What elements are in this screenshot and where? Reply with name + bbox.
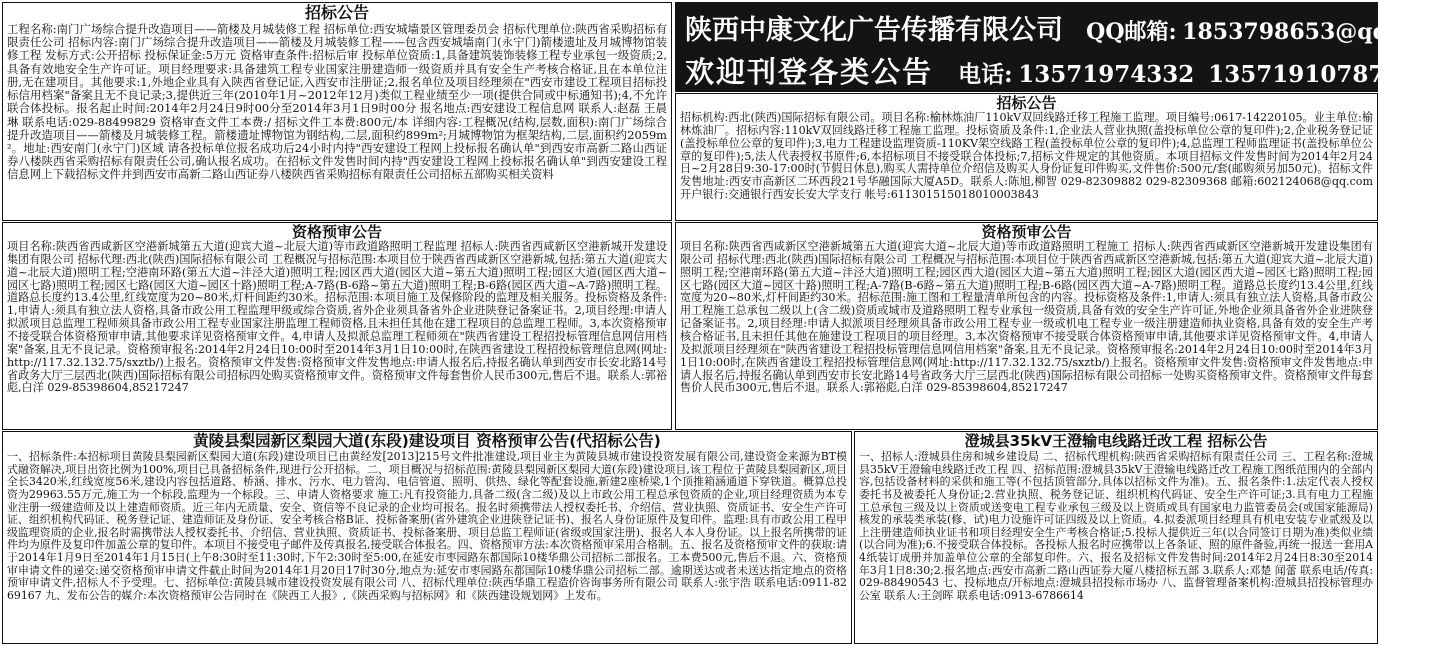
notice-title: 资格预审公告	[981, 223, 1072, 241]
phone-numbers: 13571974332 13571910787	[1018, 61, 1385, 88]
banner-slogan: 欢迎刊登各类公告	[685, 55, 934, 89]
notice-huangling-liyuan-avenue	[2, 431, 852, 644]
notice-title: 招标公告	[996, 94, 1057, 112]
notice-chengcheng-power-line	[854, 431, 1378, 644]
notice-prequalification-supervision	[2, 222, 672, 430]
notice-body: 项目名称:陕西省西咸新区空港新城第五大道(迎宾大道~北辰大道)等市政道路照明工程施工 招标人:陕西省西咸新区空港新城开发建设集团有限公司 招标代理:西北(陕西)国际招标有限公司 工程概况与招标范围:本项目位于陕西省西咸新区空港新城,包括:第五大道(迎宾大道~北辰大道)照明工程;空港南环路(第五大道~沣泾大道)照明工程;园区西大道(园区大道~第五大道)照明工程;园区大道(园区西大道~园区七路)照明工程;园区七路(园区大道~园区十路)照明工程;A-7路(B-6路~第五大道)照明工程;B-6路(园区西大道~A-7路)照明工程。道路总长度约13.4公里,红线宽度为20~80米,灯杆间距约30米。招标范围:施工图和工程量清单所包含的内容。投标资格及条件:1,申请人:须具有独立法人资格,具备市政公用工程施工总承包二级以上(含二级)资质或城市及道路照明工程专业承包一级资质,具备有效的安全生产许可证,外地企业须具备省外企业进陕登记备案证书。2,项目经理:申请人拟派项目经理须具备市政公用工程专业一级或机电工程专业一级注册建造师执业资格,具备有效的安全生产考核合格证书,且未担任其他在施建设工程项目的项目经理。3,本次资格预审不接受联合体资格预审申请,其他要求详见资格预审文件。4,申请人及拟派项目经理须在"陕西省建设工程招投标管理信息网信用档案"备案,且无不良记录。资格预审报名:2014年2月24日10:00时至2014年3月1日10:00时,在陕西省建设工程招投标管理信息网(网址:http://117.32.132.75/sxztb/)上报名。资格预审文件发售:资格预审文件发售地点:申请人报名后,持报名确认单到西安市长安北路14号省政务大厅三层西北(陕西)国际招标有限公司招标一处购买资格预审文件。资格预审文件每套售价人民币300元,售后不退。联系人:郭裕彪,白洋 029-85398604,85217247	[680, 240, 1373, 395]
notice-title: 招标公告	[304, 3, 369, 22]
notice-body: 工程名称:南门广场综合提升改造项目——箭楼及月城装修工程 招标单位:西安城墙景区管理委员会 招标代理单位:陕西省采购招标有限责任公司 招标内容:南门广场综合提升改造项目——箭楼及月城装修工程——包含西安城墙南门(永宁门)箭楼遗址及月城博物馆装修工程 发标方式:公开招标 投标保证金:5万元 资格审查条件:招标后审 投标单位资质:1,具备建筑装饰装修工程专业承包一级资质;2,具备有效地安全生产许可证。项目经理要求:具备建筑工程专业国家注册建造师一级资质并具有安全生产考核合格证,且在本单位注册,无在建项目。其他要求:1,外地企业具有入陕西省登记证,入西安市注册证;2,报名单位及项目经理须在"西安市建设工程项目招标投标信用档案"备案且无不良记录;3,提供近三年(2010年1月~2012年12月)类似工程业绩至少一项(提供合同或中标通知书);4,不允许联合体投标。报名起止时间:2014年2月24日9时00分至2014年3月1日9时00分 报名地点:西安建设工程信息网 联系人:赵磊 王晨琳 联系电话:029-88499829 资格审查文件工本费:/ 招标文件工本费:800元/本 详细内容:工程概况(结构,层数,面积):南门广场综合提升改造项目——箭楼及月城装修工程。箭楼遗址博物馆为钢结构,二层,面积约899m²;月城博物馆为框架结构,二层,面积约2059m²。地址:西安南门(永宁门)区域 请各投标单位报名成功后24小时内持"西安建设工程网上投标报名确认单"到西安市高新二路山西证券八楼陕西省采购招标有限责任公司,确认报名成功。在招标文件发售时间内持"西安建设工程网上投标报名确认单"到西安建设工程信息网上下载招标文件并到西安市高新二路山西证券八楼陕西省采购招标有限责任公司招标五部购买相关资料	[7, 22, 667, 182]
notice-body: 一、招标人:澄城县住房和城乡建设局 二、招标代理机构:陕西省采购招标有限责任公司 三、工程名称:澄城县35kV王澄输电线路迁改工程 四、招标范围:澄城县35kV王澄输电线路迁改工程施工图纸范围内的全部内容,包括设备材料的采供和施工等(不包括顶管部分,具体以招标文件为准)。五、报名条件:1.法定代表人授权委托书及被委托人身份证;2.营业执照、税务登记证、组织机构代码证、安全生产许可证;3.具有电力工程施工总承包三级及以上资质或送变电工程专业承包三级及以上资质或具有国家电力监管委员会(或国家能源局)核发的承装类承装(修、试)电力设施许可证四级及以上资质。4.拟委派项目经理具有机电安装专业贰级及以上注册建造师执业证书和项目经理安全生产考核合格证;5.投标人提供近三年(以合同签订日期为准)类似业绩(以合同为准);6.不接受联合体投标。各投标人报名时应携带以上各条证、照的原件备验,再统一报送一套用A4纸装订成册并加盖单位公章的全部复印件。六、报名及招标文件发售时间:2014年2月24日8:30至2014年3月1日8:30;2.报名地点:西安市高新二路山西证券大厦八楼招标五部 3.联系人:邓楚 闻蕾 联系电话/传真:029-88490543 七、投标地点/开标地点:澄城县招投标市场办 八、监督管理备案机构:澄城县招投标管理办公室 联系人:王剑晖 联系电话:0913-6786614	[859, 450, 1373, 603]
notice-prequalification-construction	[675, 222, 1378, 430]
email-address: 1853798653@qq.com	[1182, 19, 1447, 45]
email-label: QQ邮箱:	[1086, 19, 1177, 45]
phone-label: 电话:	[958, 61, 1013, 88]
notice-body: 项目名称:陕西省西咸新区空港新城第五大道(迎宾大道~北辰大道)等市政道路照明工程监理 招标人:陕西省西咸新区空港新城开发建设集团有限公司 招标代理:西北(陕西)国际招标有限公司 工程概况与招标范围:本项目位于陕西省西咸新区空港新城,包括:第五大道(迎宾大道~北辰大道)照明工程;空港南环路(第五大道~沣泾大道)照明工程;园区西大道(园区大道~第五大道)照明工程;园区大道(园区西大道~园区七路)照明工程;园区七路(园区大道~园区十路)照明工程;A-7路(B-6路~第五大道)照明工程;B-6路(园区西大道~A-7路)照明工程。道路总长度约13.4公里,红线宽度为20~80米,灯杆间距约30米。招标范围:本项目施工及保修阶段的监理及相关服务。投标资格及条件:1,申请人:须具有独立法人资格,具备市政公用工程监理甲级或综合资质,省外企业须具备省外企业进陕登记备案证书。2,项目经理:申请人拟派项目总监理工程师须具备市政公用工程专业国家注册监理工程师资格,且未担任其他在建工程项目的总监理工程师。3,本次资格预审不接受联合体资格预审申请,其他要求详见资格预审文件。4,申请人及拟派总监理工程师须在"陕西省建设工程招投标管理信息网信用档案"备案,且无不良记录。资格预审报名:2014年2月24日10:00时至2014年3月1日10:00时,在陕西省建设工程招投标管理信息网(网址:http://117.32.132.75/sxztb/)上报名。资格预审文件发售:资格预审文件发售地点:申请人报名后,持报名确认单到西安市长安北路14号省政务大厅三层西北(陕西)国际招标有限公司招标四处购买资格预审文件。资格预审文件每套售价人民币300元,售后不退。联系人:郭裕彪,白洋 029-85398604,85217247	[7, 240, 668, 395]
notice-body: 招标机构:西北(陕西)国际招标有限公司。项目名称:榆林炼油厂110kV双回线路迁移工程施工监理。项目编号:0617-14220105。业主单位:榆林炼油厂。招标内容:110kV双回线路迁移工程施工监理。投标资质及条件:1,企业法人营业执照(盖投标单位公章的复印件);2,企业税务登记证(盖投标单位公章的复印件);3,电力工程建设监理资质-110KV架空线路工程(盖投标单位公章的复印件);4,总监理工程师监理证书(盖投标单位公章的复印件);5,法人代表授权书原件;6,本招标项目不接受联合体投标;7,招标文件规定的其他资质。本项目招标文件发售时间为2014年2月24日~2月28日9:30-17:00时(节假日休息),购买人需持单位介绍信及购买人身份证复印件购买,文件售价:500元/套(邮购须另加50元)。招标文件发售地址:西安市高新区二环西段21号华融国际大厦A5D。联系人:陈旭,柳智 029-82309882 029-82309368 邮箱:602124068@qq.com 开户银行:交通银行西安长安大学支行 帐号:611301515018010003843	[680, 111, 1373, 202]
notice-title: 澄城县35kV王澄输电线路迁改工程 招标公告	[964, 432, 1268, 450]
notice-body: 一、招标条件:本招标项目黄陵县梨园新区梨园大道(东段)建设项目已由黄经发[2013]215号文件批准建设,项目业主为黄陵县城市建设投资发展有限公司,建设资金来源为BT模式融资解决,项目出资比例为100%,项目已具备招标条件,现进行公开招标。二、项目概况与招标范围:黄陵县梨园新区梨园大道(东段)建设项目,该工程位于黄陵县梨园新区,项目全长3420米,红线宽度56米,建设内容包括道路、桥涵、排水、污水、电力管沟、电信管道、照明、供热、绿化等配套设施,新建2座桥梁,1个顶推箱涵通道下穿铁道。概算总投资为29963.55万元,施工为一个标段,监理为一个标段。三、申请人资格要求 施工:凡有投资能力,具备二级(含二级)及以上市政公用工程总承包资质的企业,项目经理资质为本专业注册一级建造师及以上建造师资质。近三年内无质量、安全、资信等不良记录的企业均可报名。报名时须携带法人授权委托书、介绍信、营业执照、资质证书、安全生产许可证、组织机构代码证、税务登记证、建造师证及身份证、安全考核合格B证、投标备案册(省外建筑企业进陕登记证书)、报名人身份证原件及复印件。监理:具有市政公用工程甲级监理资质的企业,报名时需携带法人授权委托书、介绍信、营业执照、资质证书、投标备案册、项目总监工程师证(省级或国家注册)、报名人本人身份证。以上报名所携带的证件均为原件及复印件加盖公章的复印件。本项目不接受电子邮件及传真报名,接受联合体报名。四、资格预审方法:本次资格预审采用合格制。五、报名及资格预审文件的获取:请于2014年1月9日至2014年1月15日(上午8:30时至11:30时,下午2:30时至5:00,在延安市枣园路东都国际10楼华鼎公司招标二部报名。工本费500元,售后不退。六、资格预审申请文件的递交:递交资格预审申请文件截止时间为2014年1月20日17时30分,地点为:延安市枣园路东都国际10楼华鼎公司招标二部。逾期送达或者未送达指定地点的资格预审申请文件,招标人不予受理。七、招标单位:黄陵县城市建设投资发展有限公司 八、招标代理单位:陕西华鼎工程造价咨询事务所有限公司 联系人:张宇浩 联系电话:0911-8269167 九、发布公告的媒介:本次资格预审公告同时在《陕西工人报》,《陕西采购与招标网》和《陕西建设规划网》上发布。	[7, 450, 847, 603]
notice-tender-yulin-refinery	[675, 93, 1378, 221]
notice-title: 资格预审公告	[291, 223, 382, 241]
notice-title: 黄陵县梨园新区梨园大道(东段)建设项目 资格预审公告(代招标公告)	[193, 432, 661, 450]
company-name: 陕西中康文化广告传播有限公司	[685, 15, 1063, 46]
notice-tender-south-gate	[2, 2, 672, 221]
advertisement-banner	[675, 2, 1447, 92]
